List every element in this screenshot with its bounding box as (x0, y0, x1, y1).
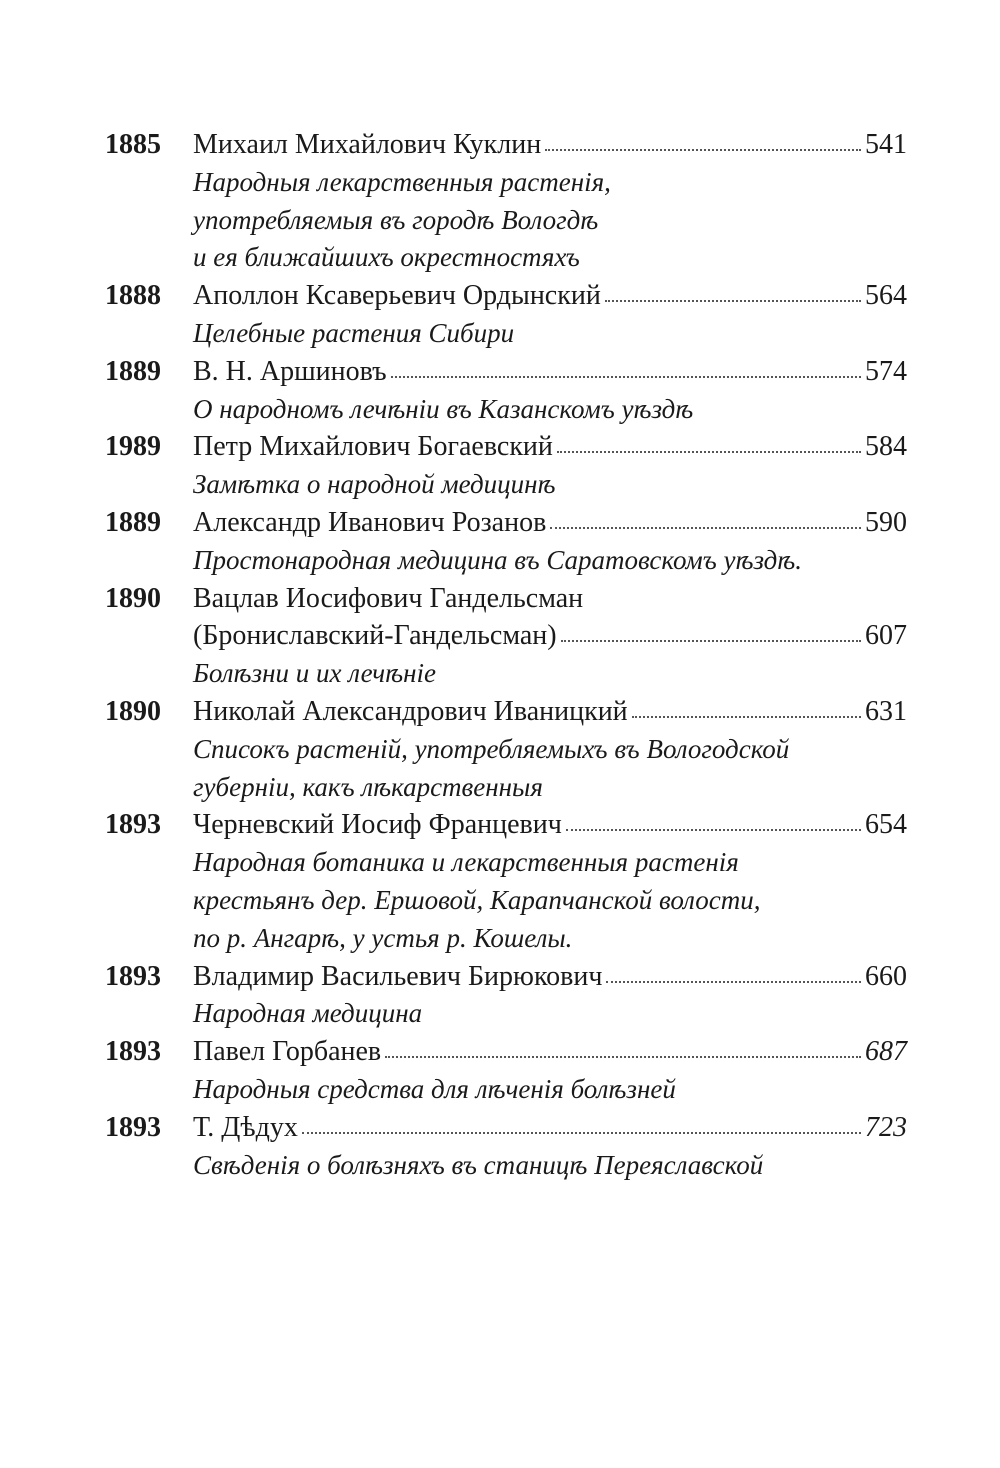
entry-page-number[interactable]: 660 (865, 960, 907, 992)
toc-entry-title-line (105, 164, 907, 202)
toc-entry-title-line (105, 769, 907, 807)
toc-entry-header (105, 1033, 907, 1071)
dot-leader (632, 712, 861, 718)
toc-entry-header (105, 806, 907, 844)
entry-author: Михаил Михайлович Куклин (193, 129, 542, 160)
entry-year: 1890 (105, 582, 161, 614)
entry-page-number[interactable]: 631 (865, 695, 907, 727)
toc-entry-title-line (105, 542, 907, 580)
entry-title: по р. Ангарѣ, у устья р. Кошелы. (193, 922, 573, 953)
entry-year: 1890 (105, 695, 161, 727)
toc-entry[interactable] (105, 958, 907, 1034)
toc-entry[interactable] (105, 277, 907, 353)
entry-title: Простонародная медицина въ Саратовскомъ уѣздѣ. (193, 544, 803, 575)
entry-page-number[interactable]: 564 (865, 280, 907, 312)
toc-entry[interactable] (105, 504, 907, 580)
dot-leader (302, 1128, 861, 1134)
entry-title: и ея ближайшихъ окрестностяхъ (193, 242, 580, 273)
entry-year: 1889 (105, 506, 161, 538)
entry-author: Вацлав Иосифович Гандельсман (193, 582, 584, 614)
entry-year: 1893 (105, 809, 161, 841)
toc-entry-header (105, 693, 907, 731)
entry-title: Списокъ растеній, употребляемыхъ въ Вологодской (193, 733, 790, 764)
toc-entry-title-line (105, 995, 907, 1033)
toc-entry-header (105, 353, 907, 391)
entry-title: Народная ботаника и лекарственныя растенія (193, 847, 739, 878)
toc-entry-title-line (105, 391, 907, 429)
entry-page-number[interactable]: 687 (865, 1036, 907, 1068)
toc-entry-title-line (105, 920, 907, 958)
entry-title: О народномъ лечѣніи въ Казанскомъ уѣздѣ (193, 393, 694, 424)
toc-entry-header (105, 277, 907, 315)
toc-entry[interactable] (105, 1109, 907, 1185)
entry-page-number[interactable]: 723 (865, 1111, 907, 1143)
toc-entry-header (105, 580, 907, 618)
entry-page-number[interactable]: 607 (865, 620, 907, 652)
toc-entry-header (105, 617, 907, 655)
dot-leader (545, 145, 861, 151)
toc-entry-title-line (105, 1147, 907, 1185)
toc-entry[interactable] (105, 580, 907, 693)
toc-entry-header (105, 958, 907, 996)
toc-entry-header (105, 428, 907, 466)
toc-entry[interactable] (105, 353, 907, 429)
entry-author: Т. Дѣдух (193, 1111, 298, 1143)
entry-author: Владимир Васильевич Бирюкович (193, 960, 603, 992)
entry-title: Свѣденія о болѣзняхъ въ станицѣ Переяславской (193, 1149, 764, 1180)
entry-author: (Брониславский-Гандельсман) (193, 620, 557, 652)
entry-title: Целебные растения Сибири (193, 317, 515, 348)
dot-leader (550, 523, 861, 529)
entry-title: губерніи, какъ лѣкарственныя (193, 771, 543, 802)
entry-year: 1893 (105, 960, 161, 992)
entry-year: 1885 (105, 129, 161, 160)
entry-page-number[interactable]: 590 (865, 506, 907, 538)
toc-entry-title-line (105, 882, 907, 920)
entry-author: Черневский Иосиф Францевич (193, 809, 562, 841)
entry-year: 1893 (105, 1111, 161, 1143)
entry-page-number[interactable]: 541 (865, 129, 907, 160)
dot-leader (566, 825, 861, 831)
toc-entry[interactable] (105, 126, 907, 277)
dot-leader (605, 296, 861, 302)
entry-year: 1893 (105, 1036, 161, 1068)
toc-entry[interactable] (105, 428, 907, 504)
entry-title: Замѣтка о народной медицинѣ (193, 469, 556, 500)
dot-leader (385, 1052, 861, 1058)
toc-entry-title-line (105, 1071, 907, 1109)
toc-entry[interactable] (105, 1033, 907, 1109)
entry-year: 1989 (105, 431, 161, 463)
toc-entry[interactable] (105, 806, 907, 957)
toc-entry-header (105, 126, 907, 164)
dot-leader (606, 977, 861, 983)
entry-page-number[interactable]: 584 (865, 431, 907, 463)
toc-entry-title-line (105, 239, 907, 277)
entry-title: крестьянъ дер. Ершовой, Карапчанской волости, (193, 884, 761, 915)
entry-year: 1889 (105, 355, 161, 387)
entry-author: Александр Иванович Розанов (193, 506, 547, 538)
entry-page-number[interactable]: 654 (865, 809, 907, 841)
toc-entry[interactable] (105, 693, 907, 806)
entry-year: 1888 (105, 280, 161, 312)
toc-entry-title-line (105, 315, 907, 353)
entry-author: Николай Александрович Иваницкий (193, 695, 628, 727)
entry-title: Народныя лекарственныя растенія, (193, 166, 611, 197)
dot-leader (557, 447, 861, 453)
entry-author: Аполлон Ксаверьевич Ордынский (193, 280, 601, 312)
entry-title: Народныя средства для лѣченія болѣзней (193, 1073, 676, 1104)
toc-entry-title-line (105, 466, 907, 504)
toc-entry-header (105, 1109, 907, 1147)
entry-title: Болѣзни и их лечѣніе (193, 658, 437, 689)
toc-entry-title-line (105, 844, 907, 882)
toc-entry-header (105, 504, 907, 542)
entry-title: употребляемыя въ городѣ Вологдѣ (193, 204, 599, 235)
entry-author: В. Н. Аршиновъ (193, 355, 387, 387)
entry-page-number[interactable]: 574 (865, 355, 907, 387)
toc-entry-title-line (105, 202, 907, 240)
toc-entry-title-line (105, 731, 907, 769)
entry-author: Павел Горбанев (193, 1036, 382, 1068)
dot-leader (561, 636, 861, 642)
toc-entry-title-line (105, 655, 907, 693)
entry-author: Петр Михайлович Богаевский (193, 431, 553, 463)
dot-leader (391, 372, 861, 378)
table-of-contents (105, 126, 907, 1184)
entry-title: Народная медицина (193, 998, 423, 1029)
